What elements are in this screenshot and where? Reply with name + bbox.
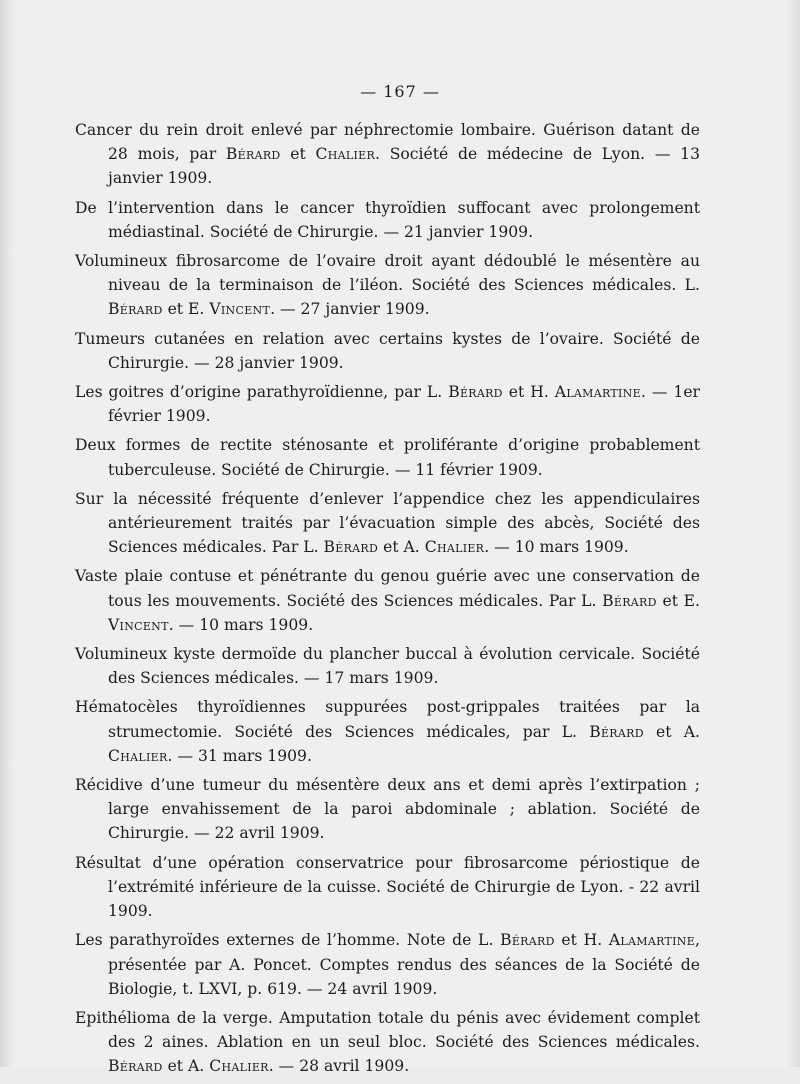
bibliography-entry bbox=[75, 928, 700, 1001]
author-name: Vincent bbox=[108, 615, 169, 634]
author-name: Bérard bbox=[108, 1057, 163, 1076]
entry-text: De l’intervention dans le cancer thyroïdien suffocant avec prolongement médiastinal. Société de Chirurgie. — 21 janvier 1909. bbox=[75, 198, 700, 241]
entry-text: Hématocèles thyroïdiennes suppurées post-grippales traitées par la strumectomie. Société des Sciences médicales, par L. bbox=[75, 698, 700, 741]
bibliography-entry bbox=[75, 773, 700, 846]
author-name: Bérard bbox=[225, 145, 281, 164]
entry-text: . — 1er février 1909. bbox=[108, 383, 701, 426]
entry-text: Volumineux fibrosarcome de l’ovaire droit ayant dédoublé le mésentère au niveau de la terminaison de l’iléon. Société des Sciences médicales. L. bbox=[75, 252, 700, 295]
entry-text: et A. bbox=[643, 722, 700, 741]
entry-text: . — 10 mars 1909. bbox=[484, 538, 629, 557]
bibliography-entry bbox=[75, 380, 700, 428]
entry-text: Résultat d’une opération conservatrice pour fibrosarcome périostique de l’extrémité inférieure de la cuisse. Société de Chirurgie de Lyon. - 22 avril 1909. bbox=[75, 853, 700, 921]
bibliography-entry bbox=[75, 695, 700, 768]
author-name: Chalier bbox=[209, 1057, 269, 1076]
author-name: Chalier bbox=[108, 746, 168, 765]
entry-text: , présentée par A. Poncet. Comptes rendus des séances de la Société de Biologie, t. LXVI, p. 619. — 24 avril 1909. bbox=[108, 931, 700, 998]
bibliography-entry bbox=[75, 327, 700, 375]
entry-text: et A. bbox=[378, 538, 425, 557]
author-name: Bérard bbox=[448, 383, 503, 402]
entry-text: . — 10 mars 1909. bbox=[168, 615, 314, 634]
entry-text: et E. bbox=[656, 591, 700, 610]
entry-text: Récidive d’une tumeur du mésentère deux ans et demi après l’extirpation ; large envahissement de la paroi abdominale ; ablation. Société de Chirurgie. — 22 avril 1909. bbox=[75, 776, 700, 843]
entry-text: Sur la nécessité fréquente d’enlever l’appendice chez les appendiculaires antérieurement traités par l’évacuation simple des abcès, Société des Sciences médicales. Par L. bbox=[75, 489, 700, 557]
bibliography-entry bbox=[75, 196, 700, 244]
entry-text: et H. bbox=[554, 931, 609, 950]
author-name: Bérard bbox=[500, 931, 555, 950]
bibliography-entry bbox=[75, 249, 700, 322]
page-number: — 167 — bbox=[360, 82, 440, 101]
author-name: Bérard bbox=[323, 538, 379, 557]
author-name: Alamartine bbox=[554, 383, 641, 402]
entry-text: . — 31 mars 1909. bbox=[167, 746, 312, 765]
author-name: Alamartine bbox=[608, 931, 696, 950]
entry-text: Volumineux kyste dermoïde du plancher buccal à évolution cervicale. Société des Sciences médicales. — 17 mars 1909. bbox=[75, 645, 700, 688]
entry-text: et E. bbox=[162, 300, 210, 319]
entry-text: et H. bbox=[502, 383, 555, 402]
author-name: Vincent bbox=[209, 300, 271, 319]
author-name: Bérard bbox=[602, 591, 657, 610]
author-name: Bérard bbox=[589, 722, 644, 741]
bibliography-list bbox=[75, 118, 700, 1084]
author-name: Chalier bbox=[315, 145, 376, 164]
entry-text: Cancer du rein droit enlevé par néphrectomie lombaire. Guérison datant de 28 mois, par bbox=[75, 121, 700, 164]
entry-text: Vaste plaie contuse et pénétrante du genou guérie avec une conservation de tous les mouvements. Société des Sciences médicales. Par L. bbox=[75, 567, 700, 610]
entry-text: Les parathyroïdes externes de l’homme. Note de L. bbox=[75, 931, 501, 950]
entry-text: et bbox=[280, 145, 316, 164]
bibliography-entry bbox=[75, 851, 700, 924]
author-name: Chalier bbox=[424, 538, 485, 557]
bibliography-entry bbox=[75, 1006, 700, 1079]
bibliography-entry bbox=[75, 118, 700, 191]
entry-text: et A. bbox=[162, 1057, 210, 1076]
author-name: Bérard bbox=[108, 300, 163, 319]
entry-text: . — 27 janvier 1909. bbox=[270, 300, 430, 319]
entry-text: Les goitres d’origine parathyroïdienne, par L. bbox=[75, 383, 449, 402]
entry-text: Deux formes de rectite sténosante et proliférante d’origine probablement tuberculeuse. Société de Chirurgie. — 11 février 1909. bbox=[75, 436, 700, 479]
bibliography-entry bbox=[75, 642, 700, 690]
entry-text: . Société de médecine de Lyon. — 13 janvier 1909. bbox=[108, 145, 700, 188]
bibliography-entry bbox=[75, 433, 700, 481]
bibliography-entry bbox=[75, 564, 700, 637]
entry-text: Tumeurs cutanées en relation avec certains kystes de l’ovaire. Société de Chirurgie. — 28 janvier 1909. bbox=[75, 329, 700, 372]
bibliography-entry bbox=[75, 487, 700, 560]
entry-text: Epithélioma de la verge. Amputation totale du pénis avec évidement complet des 2 aines. Ablation en un seul bloc. Société des Sciences médicales. bbox=[75, 1008, 700, 1052]
entry-text: . — 28 avril 1909. bbox=[268, 1057, 410, 1076]
